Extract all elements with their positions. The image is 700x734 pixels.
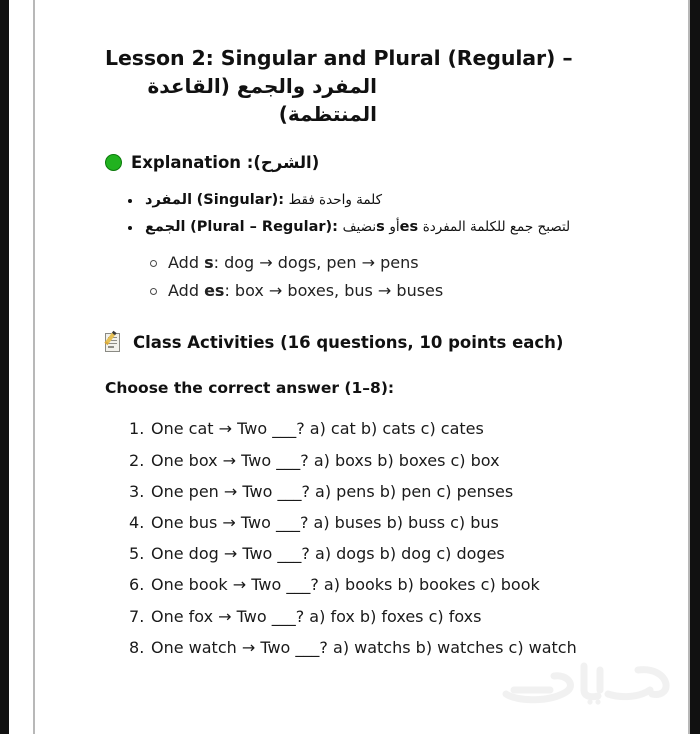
list-item: One fox → Two ___? a) fox b) foxes c) foxs xyxy=(151,606,482,626)
page-edge-left xyxy=(0,0,9,734)
list-item: One watch → Two ___? a) watchs b) watches c) watch xyxy=(151,637,577,657)
rule-body: : box → boxes, bus → buses xyxy=(224,280,444,300)
rule-suffix: es xyxy=(204,280,225,300)
plural-term-arabic: الجمع xyxy=(145,218,186,235)
list-item xyxy=(149,277,635,305)
margin-rule-left xyxy=(33,0,35,734)
plural-desc-or-arabic: أو xyxy=(389,218,400,235)
list-item xyxy=(149,249,635,277)
rule-prefix: Add xyxy=(168,280,205,300)
page-title-english: Lesson 2: Singular and Plural (Regular) – xyxy=(105,46,573,70)
list-item: One bus → Two ___? a) buses b) buss c) bus xyxy=(151,513,499,533)
list-item: One book → Two ___? a) books b) bookes c) book xyxy=(151,575,540,595)
memo-icon xyxy=(105,332,124,353)
page-title xyxy=(105,44,635,128)
instruction-text: Choose the correct answer (1–8): xyxy=(105,379,395,398)
plural-suffix-s: s xyxy=(376,218,385,235)
rule-suffix: s xyxy=(204,253,214,273)
question-list xyxy=(105,413,635,663)
explanation-heading-label xyxy=(131,153,319,172)
plural-term-english: (Plural – Regular): xyxy=(190,218,338,235)
activities-heading-label: Class Activities (16 questions, 10 points each) xyxy=(133,333,564,353)
plural-desc-suffix-arabic: لتصبح جمع للكلمة المفردة xyxy=(422,218,571,235)
plural-suffix-es: es xyxy=(399,218,419,235)
rule-prefix: Add xyxy=(168,253,205,273)
singular-term-arabic: المفرد xyxy=(145,192,193,209)
list-item xyxy=(127,216,635,239)
list-item xyxy=(127,189,635,212)
explanation-heading-arabic: (الشرح): xyxy=(246,153,320,173)
explanation-heading xyxy=(105,153,635,172)
list-item: One box → Two ___? a) boxs b) boxes c) box xyxy=(151,450,500,470)
list-item: One dog → Two ___? a) dogs b) dog c) doges xyxy=(151,544,505,564)
green-circle-icon xyxy=(105,154,122,171)
rule-body: : dog → dogs, pen → pens xyxy=(213,253,419,273)
singular-desc-arabic: كلمة واحدة فقط xyxy=(288,192,383,209)
list-item: One cat → Two ___? a) cat b) cats c) cates xyxy=(151,419,484,439)
margin-rule-right xyxy=(688,0,690,734)
document-content xyxy=(105,44,635,663)
definition-list xyxy=(105,189,635,239)
list-item: One pen → Two ___? a) pens b) pen c) penses xyxy=(151,481,514,501)
rule-list xyxy=(105,249,635,304)
page-edge-right xyxy=(690,0,700,734)
page-title-arabic: المفرد والجمع (القاعدة المنتظمة) xyxy=(147,74,377,126)
plural-desc-prefix-arabic: نضيف xyxy=(342,218,377,235)
singular-term-english: (Singular): xyxy=(196,192,285,209)
explanation-heading-english: Explanation xyxy=(131,153,242,173)
activities-heading xyxy=(105,332,635,353)
